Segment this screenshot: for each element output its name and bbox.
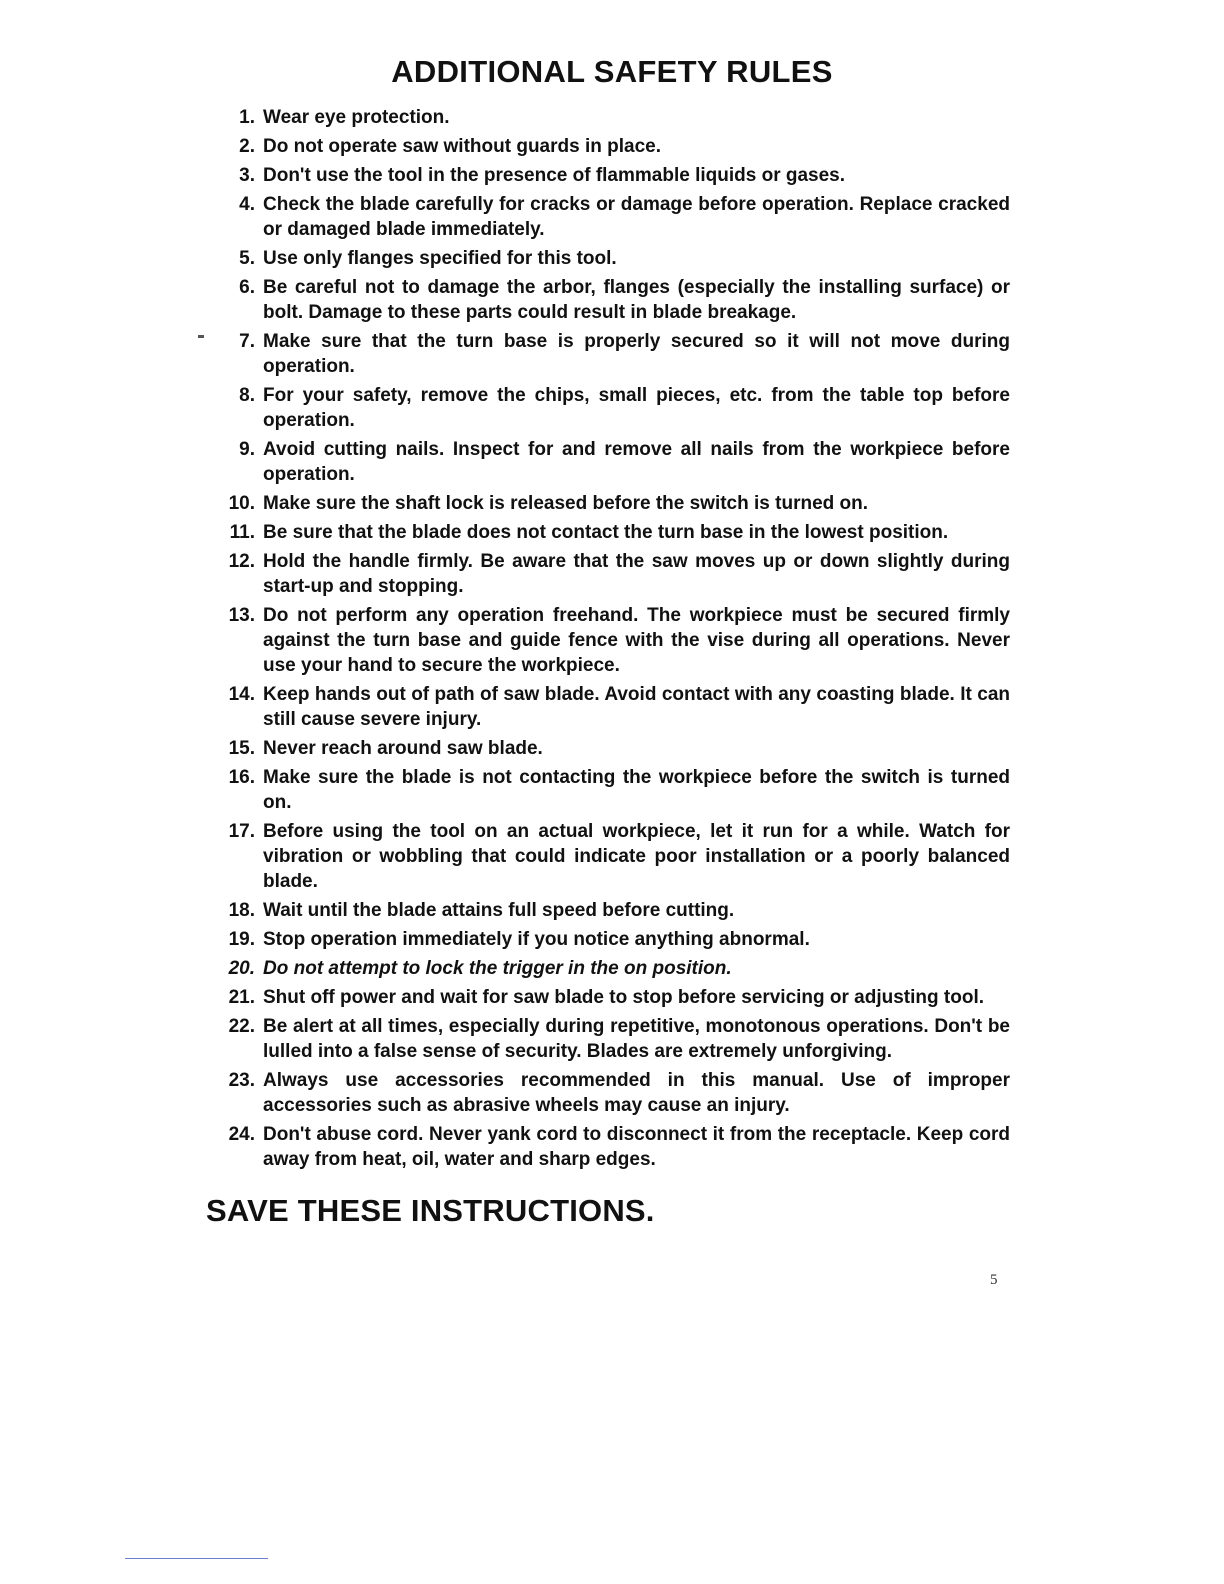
rule-item-1 [205, 105, 1010, 130]
rule-item-15 [205, 736, 1010, 761]
rule-number: 7. [239, 331, 255, 352]
rule-number: 5. [239, 248, 255, 269]
rule-item-17 [205, 819, 1010, 894]
rule-item-10 [205, 491, 1010, 516]
rule-item-4 [205, 192, 1010, 242]
rule-text: For your safety, remove the chips, small pieces, etc. from the table top before operation. [263, 385, 1010, 431]
rule-number: 4. [239, 194, 255, 215]
rule-item-14 [205, 682, 1010, 732]
rule-text: Before using the tool on an actual workpiece, let it run for a while. Watch for vibration or wobbling that could indicate poor installation or a poorly balanced blade. [263, 821, 1010, 892]
rule-number: 22. [228, 1016, 255, 1037]
rule-number: 18. [228, 900, 255, 921]
rule-text: Make sure the blade is not contacting the workpiece before the switch is turned on. [263, 767, 1010, 813]
rule-text: Do not attempt to lock the trigger in the on position. [263, 958, 732, 979]
rule-item-13 [205, 603, 1010, 678]
rule-text: Stop operation immediately if you notice anything abnormal. [263, 929, 810, 950]
rule-number: 2. [239, 136, 255, 157]
rule-number: 24. [228, 1124, 255, 1145]
rule-item-9 [205, 437, 1010, 487]
rule-number: 21. [228, 987, 255, 1008]
page-number: 5 [990, 1272, 998, 1288]
rule-text: Check the blade carefully for cracks or damage before operation. Replace cracked or damaged blade immediately. [263, 194, 1010, 240]
rule-number: 1. [239, 107, 255, 128]
rule-number: 3. [239, 165, 255, 186]
rule-item-2 [205, 134, 1010, 159]
rule-text: Don't abuse cord. Never yank cord to disconnect it from the receptacle. Keep cord away from heat, oil, water and sharp edges. [263, 1124, 1010, 1170]
rule-item-8 [205, 383, 1010, 433]
rule-item-24 [205, 1122, 1010, 1172]
safety-rules-list [205, 105, 1010, 1176]
rule-item-7 [205, 329, 1010, 379]
rule-text: Be careful not to damage the arbor, flanges (especially the installing surface) or bolt. Damage to these parts could result in blade breakage. [263, 277, 1010, 323]
rule-text: Be alert at all times, especially during repetitive, monotonous operations. Don't be lulled into a false sense of security. Blades are extremely unforgiving. [263, 1016, 1010, 1062]
rule-number: 8. [239, 385, 255, 406]
rule-text: Always use accessories recommended in this manual. Use of improper accessories such as abrasive wheels may cause an injury. [263, 1070, 1010, 1116]
rule-number: 14. [228, 684, 255, 705]
rule-item-5 [205, 246, 1010, 271]
rule-text: Don't use the tool in the presence of flammable liquids or gases. [263, 165, 846, 186]
rule-text: Hold the handle firmly. Be aware that the saw moves up or down slightly during start-up and stopping. [263, 551, 1010, 597]
rule-text: Wait until the blade attains full speed before cutting. [263, 900, 735, 921]
rule-item-12 [205, 549, 1010, 599]
rule-text: Avoid cutting nails. Inspect for and remove all nails from the workpiece before operation. [263, 439, 1010, 485]
rule-item-23 [205, 1068, 1010, 1118]
rule-text: Wear eye protection. [263, 107, 450, 128]
rule-number: 11. [229, 522, 255, 543]
rule-text: Be sure that the blade does not contact the turn base in the lowest position. [263, 522, 949, 543]
save-instructions-heading: SAVE THESE INSTRUCTIONS. [206, 1193, 655, 1228]
rule-text: Never reach around saw blade. [263, 738, 543, 759]
rule-number: 13. [228, 605, 255, 626]
rule-number: 15. [228, 738, 255, 759]
rule-text: Make sure the shaft lock is released before the switch is turned on. [263, 493, 869, 514]
rule-item-3 [205, 163, 1010, 188]
rule-text: Keep hands out of path of saw blade. Avoid contact with any coasting blade. It can still cause severe injury. [263, 684, 1010, 730]
rule-item-21 [205, 985, 1010, 1010]
rule-item-6 [205, 275, 1010, 325]
page-title: ADDITIONAL SAFETY RULES [391, 54, 833, 89]
rule-number: 19. [228, 929, 255, 950]
rule-number: 6. [239, 277, 255, 298]
rule-number: 23. [228, 1070, 255, 1091]
rule-text: Make sure that the turn base is properly secured so it will not move during operation. [263, 331, 1010, 377]
rule-item-16 [205, 765, 1010, 815]
rule-text: Do not perform any operation freehand. The workpiece must be secured firmly against the turn base and guide fence with the vise during all operations. Never use your hand to secure the workpiece. [263, 605, 1010, 676]
rule-item-22 [205, 1014, 1010, 1064]
rule-item-20 [205, 956, 1010, 981]
rule-number: 10. [228, 493, 255, 514]
rule-number: 20. [228, 958, 255, 979]
rule-item-19 [205, 927, 1010, 952]
rule-text: Do not operate saw without guards in place. [263, 136, 661, 157]
rule-number: 12. [228, 551, 255, 572]
rule-text: Use only flanges specified for this tool. [263, 248, 617, 269]
rule-number: 17. [228, 821, 255, 842]
bottom-divider [125, 1558, 268, 1559]
rule-text: Shut off power and wait for saw blade to stop before servicing or adjusting tool. [263, 987, 984, 1008]
rule-number: 16. [228, 767, 255, 788]
rule-item-11 [205, 520, 1010, 545]
margin-mark [198, 335, 204, 338]
rule-number: 9. [239, 439, 255, 460]
rule-item-18 [205, 898, 1010, 923]
